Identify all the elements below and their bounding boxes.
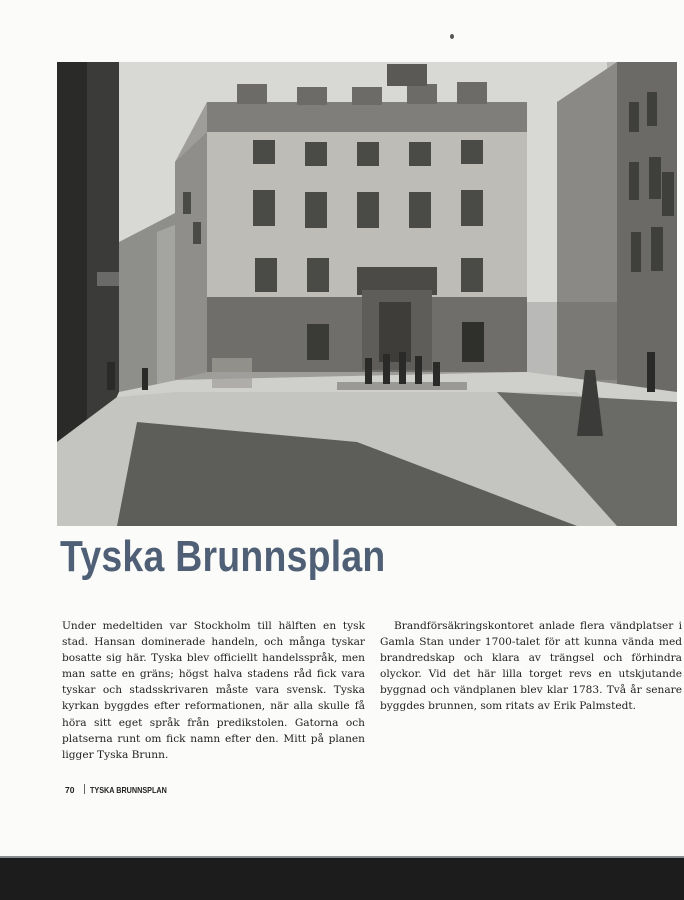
page-footer [65, 784, 181, 795]
footer-divider [84, 784, 85, 794]
body-column-right: Brandförsäkringskontoret anlade flera vändplatser i Gamla Stan under 1700-talet för att kunna vända med brandredskap och klara av trängsel och förhindra olyckor. Vid det här lilla torget revs en utskjutande byggnad och vändplanen blev klar 1783. Två år senare byggdes brunnen, som ritats av Erik Palmstedt. [380, 620, 682, 713]
print-speck [450, 34, 454, 39]
page-title: Tyska Brunnsplan [60, 532, 386, 581]
historic-photograph [57, 62, 677, 526]
scan-bottom-edge [0, 858, 684, 900]
page-number: 70 [65, 785, 75, 795]
body-column-left: Under medeltiden var Stockholm till hälften en tysk stad. Hansan dominerade handeln, och många tyskar bosatte sig här. Tyska blev officiellt handelsspråk, men man satte en gräns; högst halva stadens råd fick vara tyskar och stadsskrivaren måste vara svensk. Tyska kyrkan byggdes efter reformationen, när alla skulle få höra sitt eget språk från predikstolen. Gatorna och platserna runt om fick namn efter den. Mitt på planen ligger Tyska Brunn. [62, 620, 365, 761]
running-head: TYSKA BRUNNSPLAN [90, 785, 168, 795]
